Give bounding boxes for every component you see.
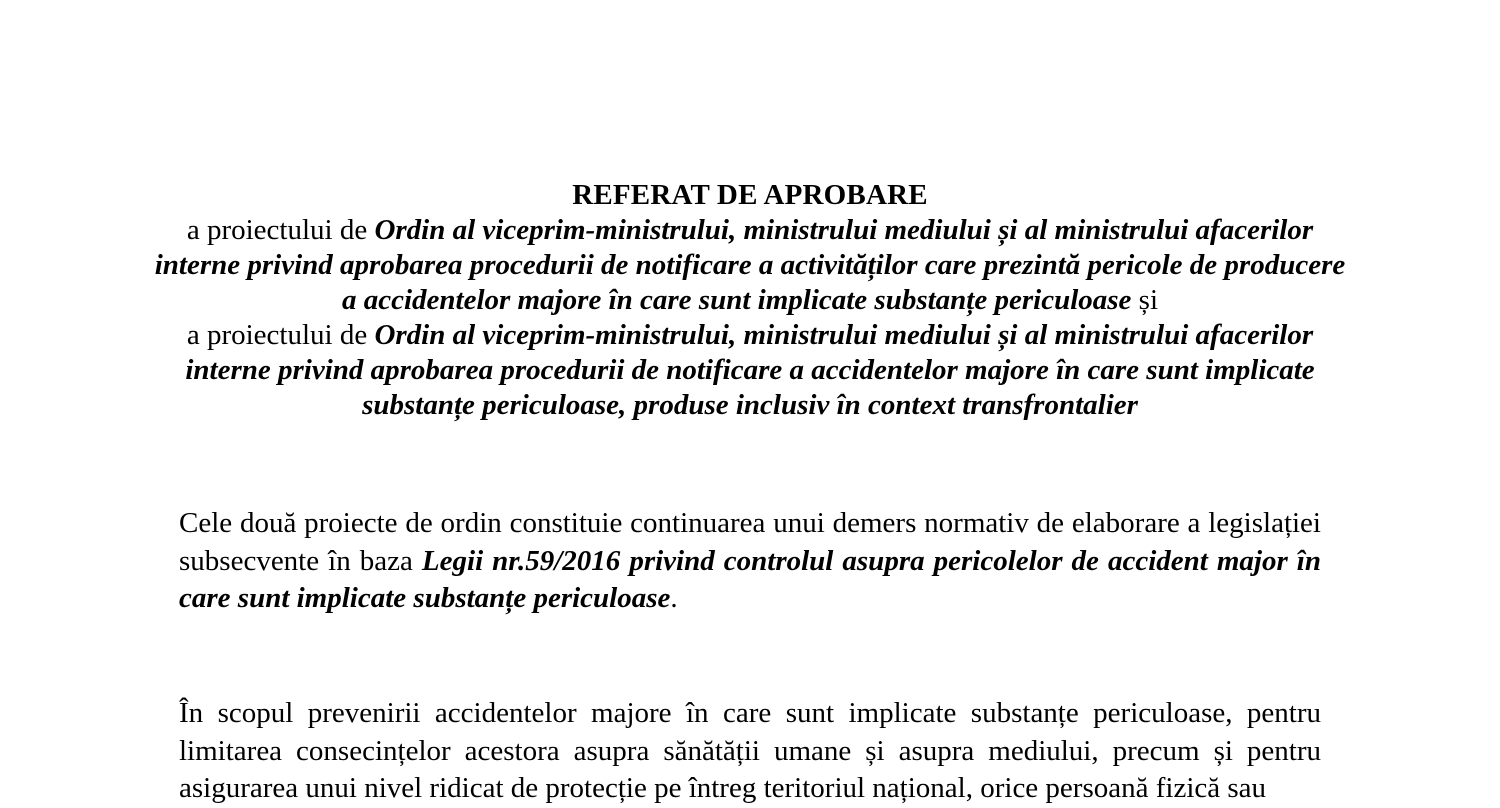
order-title-1: Ordin al viceprim-ministrului, ministrului mediului și al ministrului afacerilor interne privind aprobarea procedurii de notificare a activităților care prezintă pericole de producere a accidentelor majore în care sunt implicate substanțe periculoase: [154, 214, 1346, 316]
paragraph-2-text: În scopul prevenirii accidentelor majore în care sunt implicate substanțe periculoase, pentru limitarea consecințelor acestora asupra sănătății umane și asupra mediului, precum și pentru asigurarea unui nivel ridicat de protecție pe întreg teritoriul național, orice persoană fizică sau: [179, 697, 1321, 804]
document-title: REFERAT DE APROBARE: [572, 179, 928, 211]
subtitle-prefix-1: a proiectului de: [186, 214, 375, 246]
document-subtitle: [150, 213, 1350, 423]
paragraph-1: [179, 505, 1321, 618]
subtitle-conjunction: și: [1131, 284, 1159, 316]
order-title-2: Ordin al viceprim-ministrului, ministrului mediului și al ministrului afacerilor interne privind aprobarea procedurii de notificare a accidentelor majore în care sunt implicate substanțe periculoase, produse inclusiv în context transfrontalier: [185, 319, 1315, 421]
paragraph-1-text: Cele două proiecte de ordin constituie continuarea unui demers normativ de elaborare a legislației subsecvente în baza: [179, 507, 1321, 577]
subtitle-prefix-2: a proiectului de: [186, 319, 375, 351]
paragraph-2: [179, 695, 1321, 808]
paragraph-1-end: .: [670, 582, 678, 614]
law-reference: Legii nr.59/2016 privind controlul asupra pericolelor de accident major în care sunt implicate substanțe periculoase: [179, 544, 1321, 614]
